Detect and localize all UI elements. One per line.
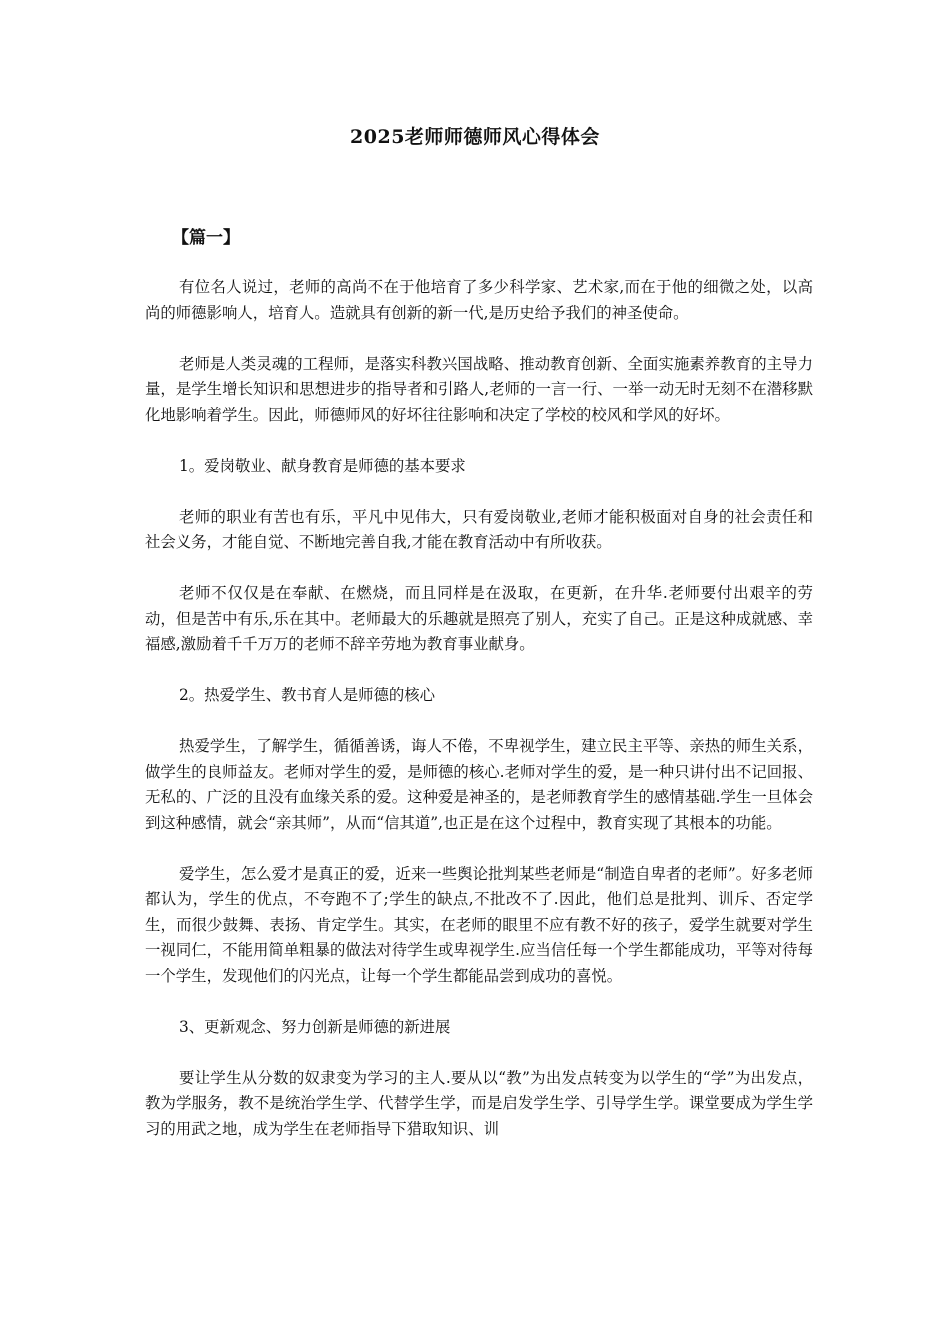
paragraph: 有位名人说过，老师的高尚不在于他培育了多少科学家、艺术家,而在于他的细微之处，以高尚的师德影响人，培育人。造就具有创新的新一代,是历史给予我们的神圣使命。 — [145, 278, 813, 322]
paragraph: 热爱学生，了解学生，循循善诱，诲人不倦，不卑视学生，建立民主平等、亲热的师生关系，做学生的良师益友。老师对学生的爱，是师德的核心.老师对学生的爱，是一种只讲付出不记回报、无私的、广泛的且没有血缘关系的爱。这种爱是神圣的，是老师教育学生的感情基础.学生一旦体会到这种感情，就会“亲其师”，从而“信其道”,也正是在这个过程中，教育实现了其根本的功能。 — [145, 737, 813, 832]
numbered-heading: 1。爱岗敬业、献身教育是师德的基本要求 — [179, 456, 466, 475]
numbered-heading: 3、更新观念、努力创新是师德的新进展 — [179, 1017, 451, 1036]
paragraph: 老师的职业有苦也有乐，平凡中见伟大，只有爱岗敬业,老师才能积极面对自身的社会责任和社会义务，才能自觉、不断地完善自我,才能在教育活动中有所收获。 — [145, 507, 813, 551]
paragraph: 爱学生，怎么爱才是真正的爱，近来一些舆论批判某些老师是“制造自卑者的老师”。好多老师都认为，学生的优点，不夸跑不了;学生的缺点,不批改不了.因此，他们总是批判、训斥、否定学生，而很少鼓舞、表扬、肯定学生。其实，在老师的眼里不应有教不好的孩子，爱学生就要对学生一视同仁，不能用简单粗暴的做法对待学生或卑视学生.应当信任每一个学生都能成功，平等对待每一个学生，发现他们的闪光点，让每一个学生都能品尝到成功的喜悦。 — [145, 864, 813, 985]
paragraph: 老师不仅仅是在奉献、在燃烧，而且同样是在汲取，在更新，在升华.老师要付出艰辛的劳动，但是苦中有乐,乐在其中。老师最大的乐趣就是照亮了别人，充实了自己。正是这种成就感、幸福感,激励着千千万万的老师不辞辛劳地为教育事业献身。 — [145, 584, 813, 653]
numbered-heading: 2。热爱学生、教书育人是师德的核心 — [179, 686, 436, 704]
section-heading: 【篇一】 — [172, 228, 240, 248]
document-body — [145, 275, 813, 1168]
paragraph: 要让学生从分数的奴隶变为学习的主人.要从以“教”为出发点转变为以学生的“学”为出发点，教为学服务，教不是统治学生学、代替学生学，而是启发学生学、引导学生学。课堂要成为学生学习的用武之地，成为学生在老师指导下猎取知识、训 — [145, 1068, 813, 1138]
document-title: 2025老师师德师风心得体会 — [350, 126, 600, 148]
paragraph: 老师是人类灵魂的工程师，是落实科教兴国战略、推动教育创新、全面实施素养教育的主导力量，是学生增长知识和思想进步的指导者和引路人,老师的一言一行、一举一动无时无刻不在潜移默化地影响着学生。因此，师德师风的好坏往往影响和决定了学校的校风和学风的好坏。 — [145, 354, 813, 424]
